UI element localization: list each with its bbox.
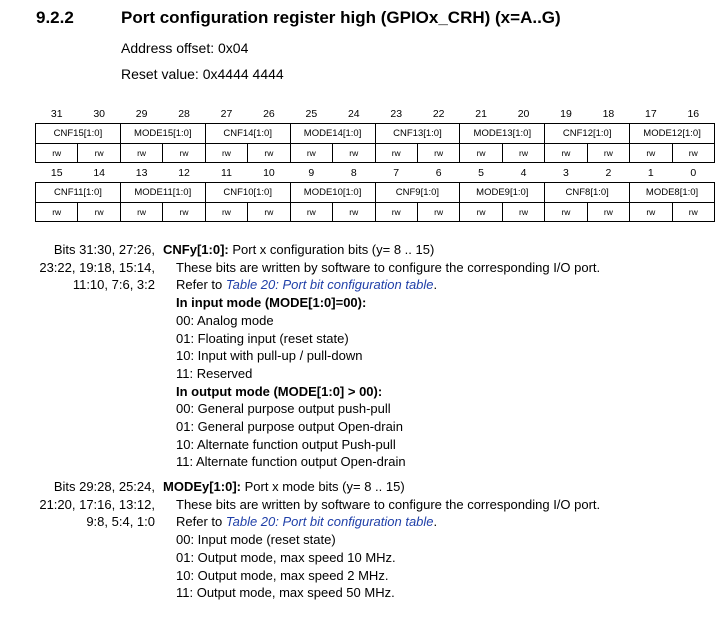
access-cell: rw: [630, 144, 672, 163]
register-field: MODE14[1:0]: [290, 124, 375, 144]
register-field: MODE9[1:0]: [460, 183, 545, 203]
bit-number: 4: [520, 166, 527, 179]
mode-table-link[interactable]: Table 20: Port bit configuration table: [225, 514, 434, 530]
upper-bit-numbers-row: [36, 104, 715, 124]
bit-number: 19: [560, 107, 572, 120]
bit-number: 28: [178, 107, 190, 120]
bit-number: 16: [687, 107, 700, 120]
list-item: 11: Output mode, max speed 50 MHz.: [176, 585, 395, 601]
register-field: CNF13[1:0]: [375, 124, 460, 144]
access-cell: rw: [36, 203, 78, 222]
register-field: CNF14[1:0]: [205, 124, 290, 144]
cnf-input-heading: In input mode (MODE[1:0]=00):: [176, 295, 367, 311]
upper-fields-row: [36, 124, 715, 144]
bit-number: 30: [93, 107, 105, 120]
access-cell: rw: [290, 203, 332, 222]
access-cell: rw: [417, 144, 459, 163]
access-cell: rw: [78, 144, 120, 163]
mode-bits-label: Bits 29:28, 25:24, 21:20, 17:16, 13:12, 9:8, 5:4, 1:0: [39, 479, 155, 529]
list-item: 10: Input with pull-up / pull-down: [176, 348, 363, 364]
register-field: CNF8[1:0]: [545, 183, 630, 203]
bit-number: 26: [263, 107, 275, 120]
bit-number: 3: [563, 166, 569, 179]
bit-number: 0: [690, 166, 697, 179]
lower-bit-numbers-row: [36, 163, 715, 183]
access-cell: rw: [375, 203, 417, 222]
access-cell: rw: [502, 203, 544, 222]
bit-number: 13: [135, 166, 148, 179]
access-cell: rw: [672, 144, 714, 163]
mode-summary: Port x mode bits (y= 8 .. 15): [241, 479, 405, 494]
cnf-line1: These bits are written by software to configure the corresponding I/O port.: [176, 259, 601, 275]
bit-number: 7: [393, 166, 400, 179]
mode-field-name: MODEy[1:0]:: [163, 479, 242, 494]
register-field: MODE12[1:0]: [630, 124, 715, 144]
access-cell: rw: [375, 144, 417, 163]
list-item: 00: General purpose output push-pull: [176, 401, 391, 417]
cnf-field-name: CNFy[1:0]:: [163, 242, 229, 257]
access-cell: rw: [545, 203, 587, 222]
register-field: MODE8[1:0]: [630, 183, 715, 203]
access-cell: rw: [587, 144, 629, 163]
lower-fields-row: [36, 183, 715, 203]
access-cell: rw: [587, 203, 629, 222]
access-cell: rw: [630, 203, 672, 222]
list-item: 00: Input mode (reset state): [176, 532, 336, 548]
cnf-table-link[interactable]: Table 20: Port bit configuration table: [225, 277, 434, 293]
access-cell: rw: [460, 144, 502, 163]
list-item: 00: Analog mode: [176, 312, 274, 328]
cnf-summary: Port x configuration bits (y= 8 .. 15): [228, 242, 435, 257]
upper-access-row: [36, 144, 715, 163]
access-cell: rw: [120, 144, 162, 163]
register-bit-table: [35, 104, 715, 222]
register-field: MODE15[1:0]: [120, 124, 205, 144]
access-cell: rw: [36, 144, 78, 163]
access-cell: rw: [78, 203, 120, 222]
access-cell: rw: [333, 203, 375, 222]
register-field: MODE13[1:0]: [460, 124, 545, 144]
access-cell: rw: [163, 203, 205, 222]
bit-number: 29: [135, 107, 148, 120]
bit-number: 1: [647, 166, 654, 179]
bit-number: 2: [605, 166, 612, 179]
access-cell: rw: [163, 144, 205, 163]
bit-number: 10: [263, 166, 275, 179]
bit-number: 5: [478, 166, 485, 179]
mode-refer: Refer to Table 20: Port bit configuration table.: [176, 514, 438, 530]
bit-number: 20: [517, 107, 530, 120]
register-field: CNF15[1:0]: [36, 124, 121, 144]
lower-access-row: [36, 203, 715, 222]
bit-number: 18: [602, 107, 615, 120]
list-item: 10: Output mode, max speed 2 MHz.: [176, 567, 389, 583]
list-item: 11: Alternate function output Open-drain: [176, 454, 406, 470]
list-item: 01: Output mode, max speed 10 MHz.: [176, 549, 396, 565]
cnf-bits-label: Bits 31:30, 27:26, 23:22, 19:18, 15:14, 11:10, 7:6, 3:2: [39, 242, 155, 292]
register-field: MODE10[1:0]: [290, 183, 375, 203]
access-cell: rw: [205, 203, 247, 222]
access-cell: rw: [417, 203, 459, 222]
access-cell: rw: [502, 144, 544, 163]
access-cell: rw: [248, 144, 290, 163]
cnf-description: [163, 241, 600, 471]
bit-number: 8: [350, 166, 357, 179]
list-item: 01: General purpose output Open-drain: [176, 419, 403, 435]
access-cell: rw: [120, 203, 162, 222]
bit-number: 6: [435, 166, 442, 179]
bit-number: 23: [390, 107, 403, 120]
bit-number: 9: [308, 166, 315, 179]
section-number: 9.2.2: [36, 8, 74, 27]
bit-number: 15: [50, 166, 63, 179]
register-field: MODE11[1:0]: [120, 183, 205, 203]
cnf-output-list: [163, 400, 600, 471]
bit-number: 24: [347, 107, 360, 120]
access-cell: rw: [672, 203, 714, 222]
bit-number: 27: [220, 107, 233, 120]
bit-number: 17: [645, 107, 657, 120]
bit-number: 14: [93, 166, 105, 179]
mode-description: [163, 478, 600, 602]
list-item: 01: Floating input (reset state): [176, 330, 349, 346]
register-field: CNF9[1:0]: [375, 183, 460, 203]
access-cell: rw: [248, 203, 290, 222]
cnf-refer: Refer to Table 20: Port bit configuration table.: [176, 277, 438, 293]
access-cell: rw: [333, 144, 375, 163]
bit-number: 25: [305, 107, 318, 120]
register-field: CNF10[1:0]: [205, 183, 290, 203]
bit-number: 11: [221, 166, 232, 179]
bit-number: 21: [475, 107, 487, 120]
register-field: CNF11[1:0]: [36, 183, 121, 203]
access-cell: rw: [205, 144, 247, 163]
mode-list: [163, 531, 600, 602]
bit-number: 31: [50, 107, 63, 120]
list-item: 11: Reserved: [176, 365, 253, 381]
cnf-output-heading: In output mode (MODE[1:0] > 00):: [176, 383, 383, 399]
access-cell: rw: [290, 144, 332, 163]
register-field: CNF12[1:0]: [545, 124, 630, 144]
bit-number: 22: [432, 107, 445, 120]
cnf-input-list: [163, 312, 600, 383]
mode-line1: These bits are written by software to configure the corresponding I/O port.: [176, 496, 601, 512]
section-title: Port configuration register high (GPIOx_CRH) (x=A..G): [121, 8, 561, 27]
address-offset: Address offset: 0x04: [121, 40, 249, 56]
list-item: 10: Alternate function output Push-pull: [176, 436, 396, 452]
access-cell: rw: [460, 203, 502, 222]
reset-value: Reset value: 0x4444 4444: [121, 66, 284, 82]
bit-number: 12: [178, 166, 190, 179]
access-cell: rw: [545, 144, 587, 163]
